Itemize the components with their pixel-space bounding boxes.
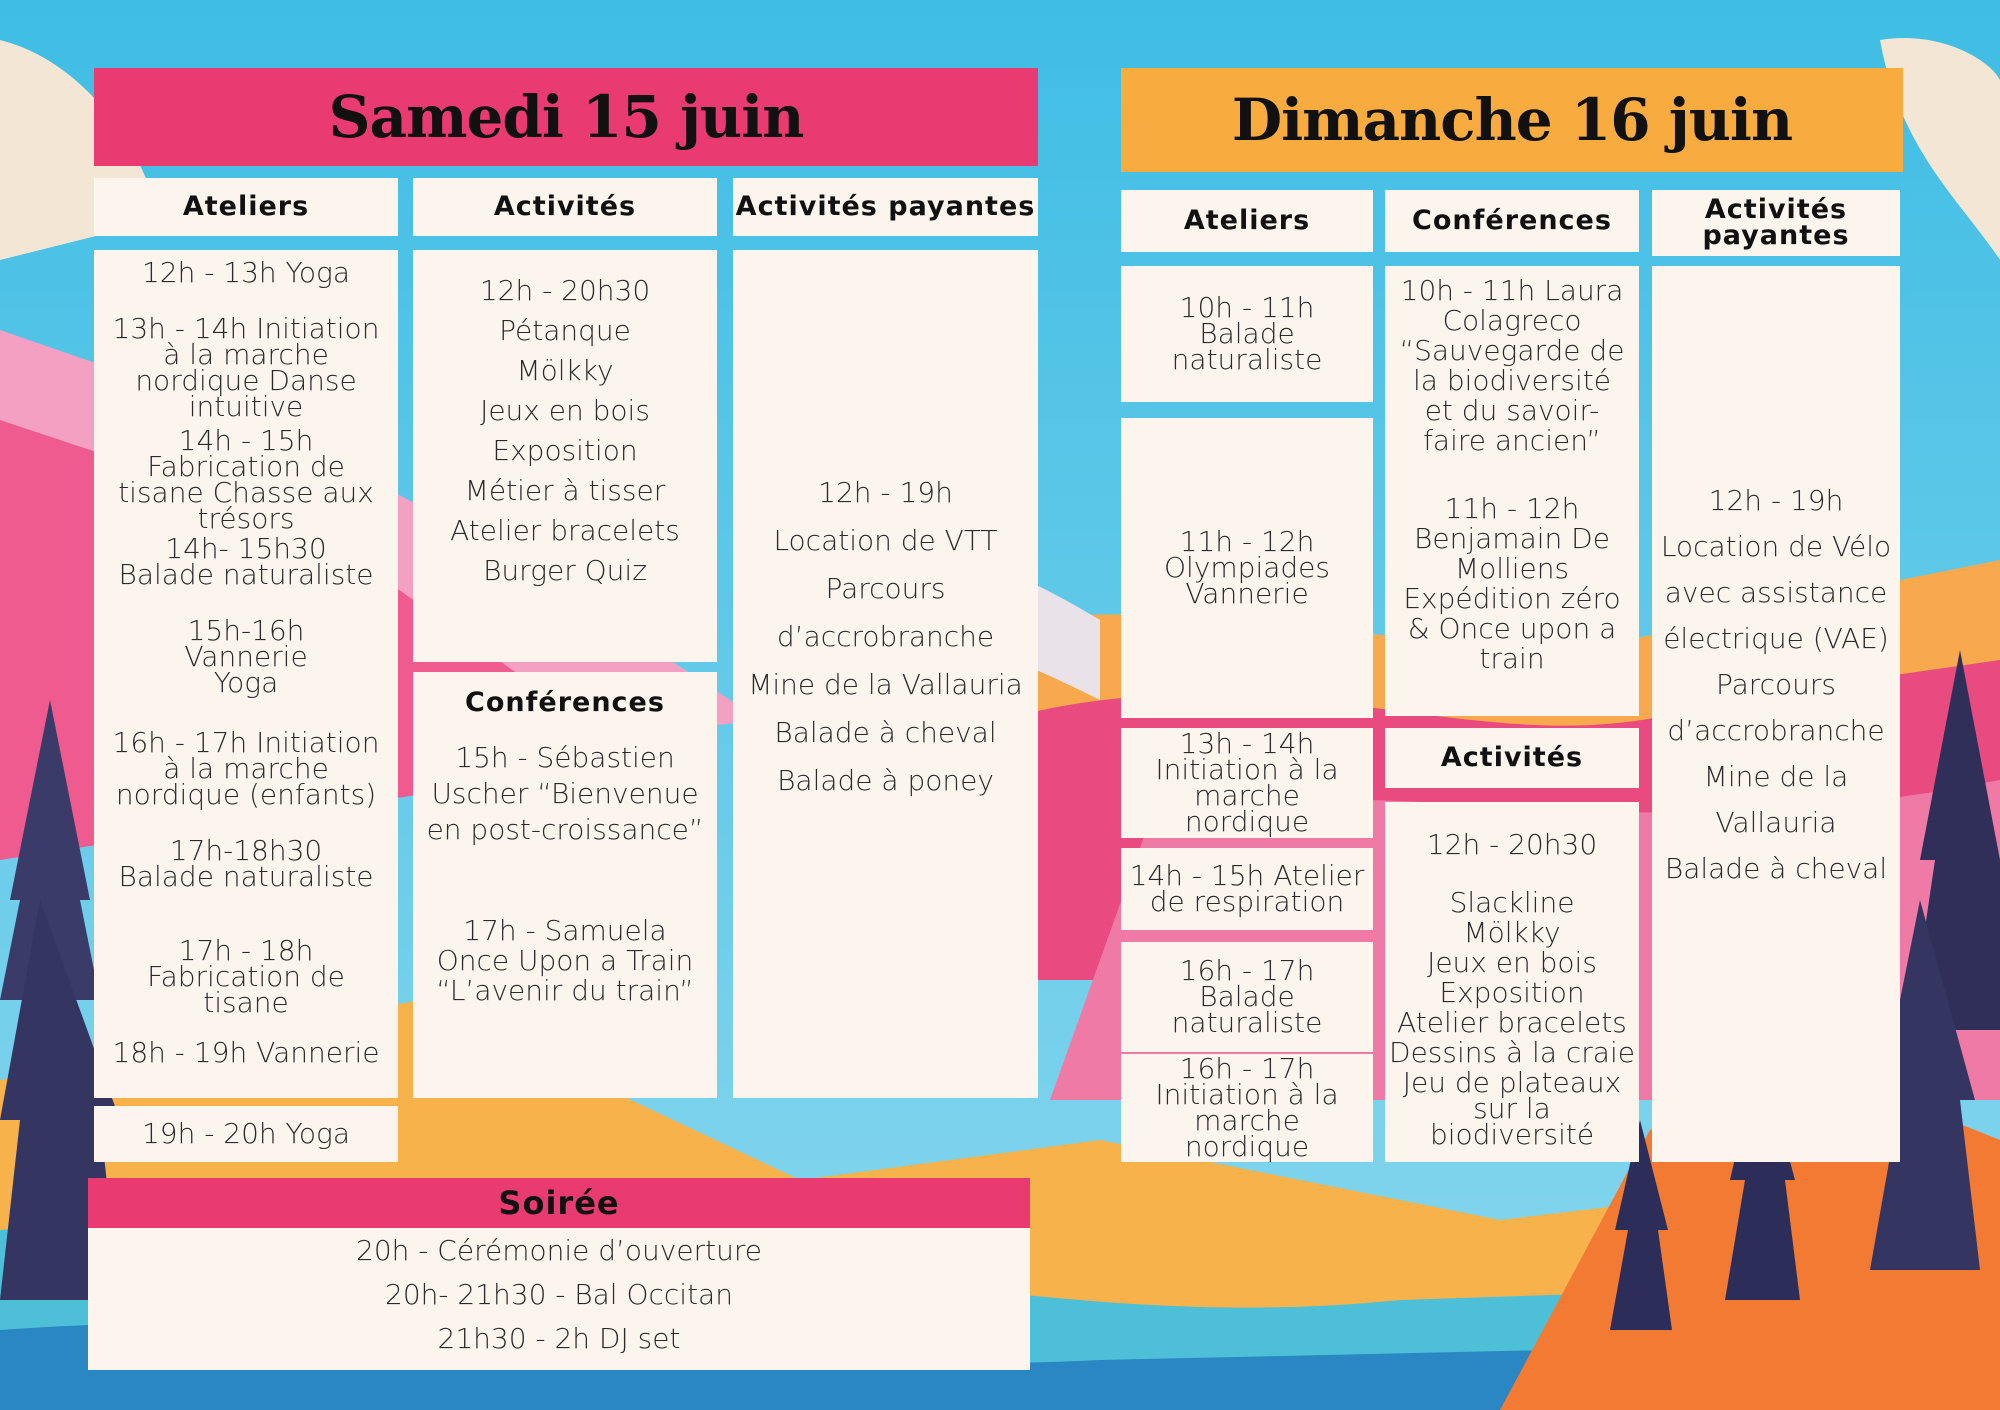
payante-item: électrique (VAE): [1663, 622, 1889, 655]
activite-item: Atelier bracelets: [1397, 1006, 1627, 1039]
sunday-atelier-box: [1121, 942, 1373, 1052]
payante-item: Location de Vélo: [1660, 530, 1892, 563]
sunday-atelier-box: [1121, 728, 1373, 838]
payante-item: 12h - 19h: [818, 476, 953, 509]
activite-item: Dessins à la craie: [1389, 1036, 1635, 1069]
atelier-entry: 18h - 19h Vannerie: [112, 1036, 380, 1069]
atelier-entry: 11h - 12h Olympiades Vannerie: [1164, 525, 1330, 610]
atelier-entry: 16h - 17h Initiation à la marche nordique (enfants): [112, 726, 380, 811]
soiree-header: Soirée: [88, 1178, 1030, 1228]
sunday-payantes-panel: [1652, 266, 1900, 1162]
payante-item: Parcours: [1715, 668, 1837, 701]
saturday-ateliers-header: Ateliers: [94, 178, 398, 236]
activite-item: Mölkky: [1463, 916, 1561, 949]
activite-item: Jeux en bois: [1427, 946, 1597, 979]
sunday-atelier-box: [1121, 848, 1373, 930]
atelier-entry: 13h - 14h Initiation à la marche nordique: [1155, 727, 1339, 838]
conference-entry: 11h - 12h Benjamain De Molliens Expédition zéro & Once upon a train: [1403, 492, 1621, 675]
atelier-entry: 14h - 15h Atelier de respiration: [1129, 859, 1365, 918]
saturday-payantes-header: Activités payantes: [733, 178, 1038, 236]
atelier-entry: 12h - 13h Yoga: [141, 256, 351, 289]
atelier-entry: 16h - 17h Balade naturaliste: [1171, 954, 1323, 1039]
sunday-conferences-panel: [1385, 266, 1639, 716]
payante-item: d’accrobranche: [776, 620, 995, 653]
sunday-activites-panel: [1385, 802, 1639, 1162]
activite-item: Slackline: [1449, 886, 1575, 919]
activite-item: Atelier bracelets: [450, 514, 680, 547]
atelier-entry: 14h - 15h Fabrication de tisane Chasse aux trésors: [118, 424, 374, 535]
activite-item: Exposition: [492, 434, 638, 467]
activite-item: Exposition: [1439, 976, 1585, 1009]
conference-entry: 15h - Sébastien Uscher “Bienvenue en post-croissance”: [426, 741, 704, 846]
saturday-conferences-header: Conférences: [465, 687, 665, 718]
payante-item: Balade à cheval: [774, 716, 997, 749]
atelier-entry: 17h - 18h Fabrication de tisane: [147, 934, 345, 1019]
sunday-atelier-box: [1121, 266, 1373, 402]
activite-item: Métier à tisser: [464, 474, 666, 507]
activite-item: Pétanque: [499, 314, 631, 347]
soiree-panel: [88, 1228, 1030, 1370]
payante-item: Mine de la: [1703, 760, 1849, 793]
payante-item: Location de VTT: [773, 524, 998, 557]
conference-entry: 10h - 11h Laura Colagreco “Sauvegarde de la biodiversité et du savoir-faire ancien”: [1399, 274, 1625, 457]
atelier-entry: 19h - 20h Yoga: [141, 1117, 351, 1150]
soiree-item: 20h- 21h30 - Bal Occitan: [385, 1278, 733, 1311]
soiree-item: 20h - Cérémonie d’ouverture: [356, 1234, 762, 1267]
payante-item: 12h - 19h: [1708, 484, 1844, 517]
sunday-atelier-box: [1121, 418, 1373, 718]
saturday-conferences-panel: [413, 672, 717, 1098]
sunday-activites-header: Activités: [1385, 728, 1639, 788]
payante-item: avec assistance: [1664, 576, 1888, 609]
payante-item: Vallauria: [1715, 806, 1837, 839]
activite-item: Jeux en bois: [480, 394, 650, 427]
activite-time: 12h - 20h30: [1426, 828, 1598, 861]
saturday-ateliers-panel: [94, 250, 398, 1098]
saturday-activites-panel: [413, 250, 717, 662]
atelier-entry: 10h - 11h Balade naturaliste: [1171, 291, 1323, 376]
saturday-ateliers-extra: [94, 1106, 398, 1162]
sunday-atelier-box: [1121, 1054, 1373, 1162]
saturday-activites-header: Activités: [413, 178, 717, 236]
payante-item: d’accrobranche: [1667, 714, 1885, 747]
activite-item: Jeu de plateaux sur la biodiversité: [1402, 1066, 1622, 1151]
payante-item: Balade à poney: [777, 764, 994, 797]
conference-entry: 17h - Samuela Once Upon a Train “L’avenir du train”: [436, 914, 694, 1007]
saturday-title: Samedi 15 juin: [94, 68, 1038, 166]
activite-time: 12h - 20h30: [479, 274, 651, 307]
sunday-ateliers-header: Ateliers: [1121, 190, 1373, 252]
activite-item: Mölkky: [516, 354, 614, 387]
sunday-payantes-header: Activités payantes: [1652, 190, 1900, 256]
sunday-conferences-header: Conférences: [1385, 190, 1639, 252]
atelier-entry: 16h - 17h Initiation à la marche nordique: [1155, 1052, 1339, 1163]
payante-item: Balade à cheval: [1664, 852, 1888, 885]
saturday-payantes-panel: [733, 250, 1038, 1098]
activite-item: Burger Quiz: [483, 554, 647, 587]
atelier-entry: 14h- 15h30 Balade naturaliste: [118, 532, 374, 591]
atelier-entry: 15h-16h Vannerie Yoga: [184, 614, 308, 699]
payante-item: Mine de la Vallauria: [748, 668, 1023, 701]
payante-item: Parcours: [825, 572, 946, 605]
atelier-entry: 17h-18h30 Balade naturaliste: [118, 834, 374, 893]
sunday-title: Dimanche 16 juin: [1121, 68, 1903, 172]
atelier-entry: 13h - 14h Initiation à la marche nordique Danse intuitive: [112, 312, 380, 423]
soiree-item: 21h30 - 2h DJ set: [437, 1322, 681, 1355]
